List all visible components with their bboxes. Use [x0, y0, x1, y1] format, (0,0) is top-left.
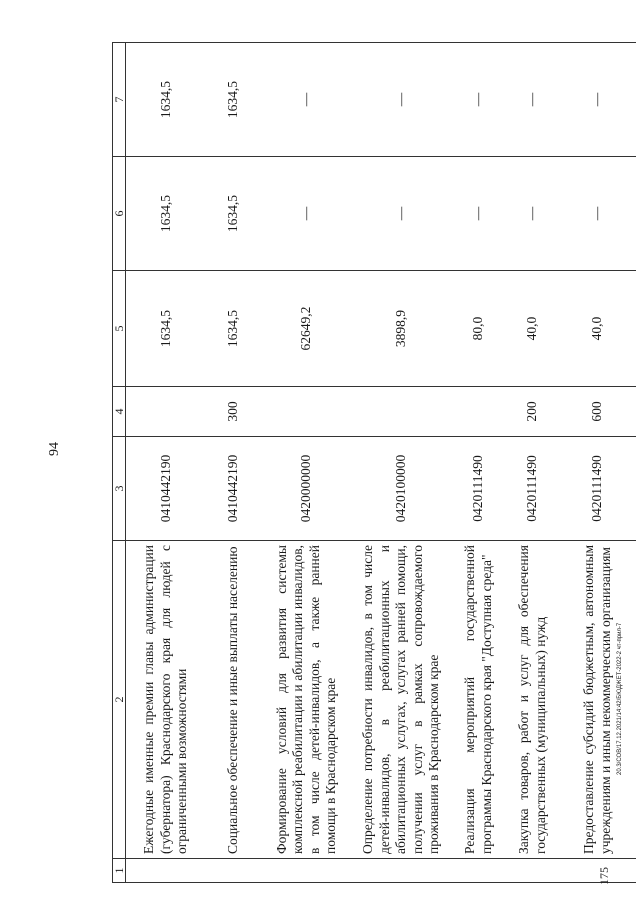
row-number-cell [262, 859, 352, 883]
expense-type-cell [262, 387, 352, 437]
row-number-cell [452, 859, 506, 883]
dash-cell: — [452, 157, 506, 271]
description-cell: Ежегодные именные премии главы администрации (губернатора) Краснодарского края для людей с ограниченными возможностями [126, 541, 206, 859]
table-row [262, 43, 352, 883]
table-row [126, 43, 206, 883]
row-number-cell [126, 859, 206, 883]
table-row [560, 43, 636, 883]
target-code-cell: 0420111490 [452, 437, 506, 541]
column-header: 5 [113, 271, 126, 387]
amount-cell: 1634,5 [126, 271, 206, 387]
table-header-row [113, 43, 126, 883]
expense-type-cell [452, 387, 506, 437]
dash-cell: — [352, 157, 452, 271]
dash-cell: — [560, 157, 636, 271]
target-code-cell: 0410442190 [206, 437, 262, 541]
description-cell: Закупка товаров, работ и услуг для обеспечения государственных (муниципальных) нужд [506, 541, 560, 859]
target-code-cell: 0420000000 [262, 437, 352, 541]
amount-cell: 1634,5 [206, 43, 262, 157]
description-cell: Реализация мероприятий государственной программы Краснодарского края "Доступная среда" [452, 541, 506, 859]
description-cell: Предоставление субсидий бюджетным, автономным учреждениям и иным некоммерческим организациям [560, 541, 636, 859]
description-cell: Определение потребности инвалидов, в том числе детей-инвалидов, в реабилитационных и абилитационных услугах, услугах ранней помощи, получении услуг в рамках сопровождаемого проживания в Краснодарском крае [352, 541, 452, 859]
footer-note: 20.3/СОВ/17.12.2021/14:42/БЮДЖЕТ-2022-2 чт-прил-7 [617, 622, 623, 775]
amount-cell: 3898,9 [352, 271, 452, 387]
dash-cell: — [560, 43, 636, 157]
amount-cell: 62649,2 [262, 271, 352, 387]
page-number: 94 [47, 442, 62, 456]
column-header: 6 [113, 157, 126, 271]
amount-cell: 1634,5 [126, 157, 206, 271]
column-header: 2 [113, 541, 126, 859]
amount-cell: 40,0 [560, 271, 636, 387]
column-header: 7 [113, 43, 126, 157]
table-row [206, 43, 262, 883]
table-row [352, 43, 452, 883]
amount-cell: 40,0 [506, 271, 560, 387]
table-row [452, 43, 506, 883]
expense-type-cell: 300 [206, 387, 262, 437]
expense-type-cell [352, 387, 452, 437]
dash-cell: — [506, 157, 560, 271]
amount-cell: 1634,5 [206, 271, 262, 387]
expense-type-cell: 200 [506, 387, 560, 437]
dash-cell: — [262, 157, 352, 271]
target-code-cell: 0420111490 [560, 437, 636, 541]
description-cell: Формирование условий для развития системы комплексной реабилитации и абилитации инвалидов, в том числе детей-инвалидов, а также ранней помощи в Краснодарском крае [262, 541, 352, 859]
target-code-cell: 0410442190 [126, 437, 206, 541]
expense-type-cell: 600 [560, 387, 636, 437]
bottom-page-number: 175 [597, 867, 611, 885]
column-header: 1 [113, 859, 126, 883]
table-row [506, 43, 560, 883]
row-number-cell [352, 859, 452, 883]
row-number-cell [506, 859, 560, 883]
target-code-cell: 0420111490 [506, 437, 560, 541]
amount-cell: 1634,5 [206, 157, 262, 271]
expense-type-cell [126, 387, 206, 437]
dash-cell: — [506, 43, 560, 157]
budget-table [112, 42, 636, 883]
amount-cell: 80,0 [452, 271, 506, 387]
column-header: 3 [113, 437, 126, 541]
description-cell: Социальное обеспечение и иные выплаты населению [206, 541, 262, 859]
dash-cell: — [452, 43, 506, 157]
target-code-cell: 0420100000 [352, 437, 452, 541]
dash-cell: — [352, 43, 452, 157]
budget-table-sheet [112, 43, 622, 883]
row-number-cell [206, 859, 262, 883]
column-header: 4 [113, 387, 126, 437]
dash-cell: — [262, 43, 352, 157]
amount-cell: 1634,5 [126, 43, 206, 157]
